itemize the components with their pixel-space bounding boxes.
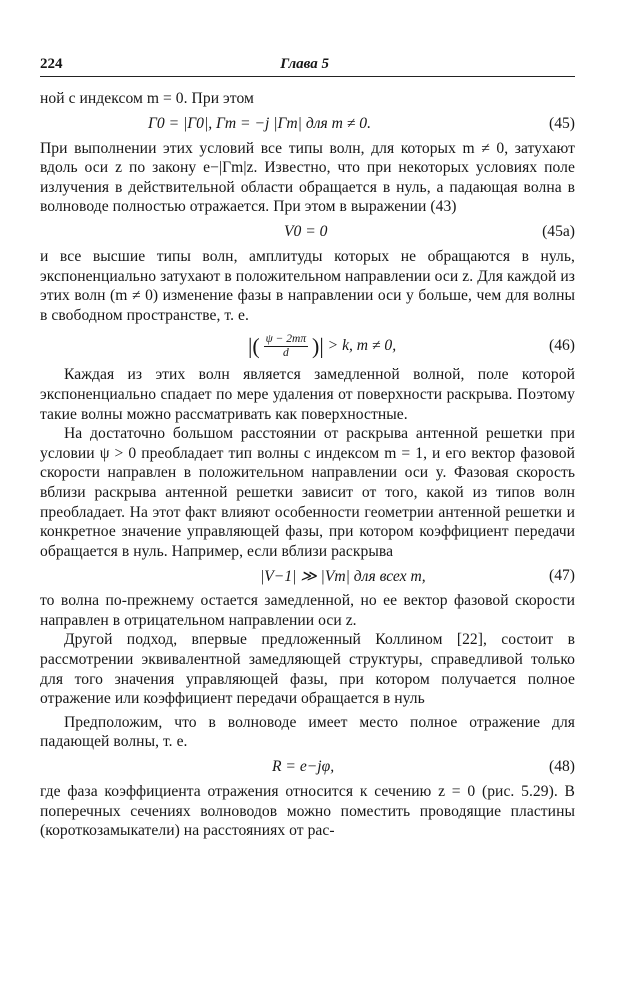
equation-46-fraction bbox=[264, 333, 308, 360]
equation-46-body bbox=[248, 333, 396, 360]
equation-48 bbox=[40, 752, 575, 782]
book-page bbox=[40, 56, 575, 841]
equation-46-number: (46) bbox=[549, 337, 575, 355]
equation-45a bbox=[40, 217, 575, 247]
equation-48-body: R = e−jφ, bbox=[272, 758, 335, 776]
paragraph-9: где фаза коэффициента отражения относится к сечению z = 0 (рис. 5.29). В поперечных сечениях волноводов можно поместить проводящие пластины (короткозамыкатели) на расстояниях от рас- bbox=[40, 783, 575, 840]
paragraph-4: Каждая из этих волн является замедленной волной, поле которой экспоненциально спадает по мере удаления от поверхности раскрыва. Поэтому такие волны можно рассматривать как поверхностные. bbox=[40, 366, 575, 423]
equation-46-numerator: ψ − 2mπ bbox=[265, 333, 307, 346]
equation-48-number: (48) bbox=[549, 758, 575, 776]
paragraph-2: При выполнении этих условий все типы волн, для которых m ≠ 0, затухают вдоль оси z по закону e−|Γm|z. Известно, что при некоторых условиях поле излучения в действительной области обращается в нуль, а падающая волна в волноводе полностью отражается. При этом в выражении (43) bbox=[40, 139, 575, 216]
running-header bbox=[40, 56, 575, 77]
paragraph-8: Предположим, что в волноводе имеет место полное отражение для падающей волны, т. е. bbox=[40, 713, 575, 751]
equation-46-close-bracket: )| bbox=[312, 333, 324, 359]
equation-45a-body: V0 = 0 bbox=[284, 222, 328, 240]
equation-47-number: (47) bbox=[549, 567, 575, 585]
equation-47 bbox=[40, 561, 575, 591]
equation-46-open-bracket: |( bbox=[248, 333, 260, 359]
equation-46-denominator: d bbox=[283, 347, 289, 360]
equation-46 bbox=[40, 325, 575, 365]
equation-45a-number: (45a) bbox=[542, 222, 575, 240]
paragraph-1: ной с индексом m = 0. При этом bbox=[40, 90, 254, 107]
equation-45-number: (45) bbox=[549, 114, 575, 132]
equation-45 bbox=[40, 109, 575, 139]
chapter-title: Глава 5 bbox=[280, 56, 329, 72]
paragraph-6: то волна по-прежнему остается замедленной, но ее вектор фазовой скорости направлен в отрицательном направлении оси z. bbox=[40, 592, 575, 629]
paragraph-3: и все высшие типы волн, амплитуды которых не обращаются в нуль, экспоненциально затухают в положительном направлении оси z. Для каждой из этих волн (m ≠ 0) изменение фазы в направлении оси y больше, чем для волны в свободном пространстве, т. е. bbox=[40, 247, 575, 324]
paragraph-7: Другой подход, впервые предложенный Коллином [22], состоит в рассмотрении эквивалентной замедляющей структуры, справедливой только для того значения управляющей фазы, при котором получается полное отражение или коэффициент передачи обращается в нуль bbox=[40, 631, 575, 708]
equation-46-condition: > k, m ≠ 0, bbox=[327, 337, 397, 355]
equation-45-body: Γ0 = |Γ0|, Γm = −j |Γm| для m ≠ 0. bbox=[148, 114, 371, 132]
page-number: 224 bbox=[40, 56, 63, 72]
equation-47-body: |V−1| ≫ |Vm| для всех m, bbox=[260, 568, 426, 586]
paragraph-5: На достаточно большом расстоянии от раскрыва антенной решетки при условии ψ > 0 преобладает тип волны с индексом m = 1, и его вектор фазовой скорости направлен в положительном направлении оси y. Фазовая скорость вблизи раскрыва антенной решетки зависит от того, какой из типов волн преобладает. На этот факт влияют особенности геометрии антенной решетки и конкретное значение управляющей фазы, при котором коэффициент передачи обращается в нуль. Например, если вблизи раскрыва bbox=[40, 425, 575, 560]
